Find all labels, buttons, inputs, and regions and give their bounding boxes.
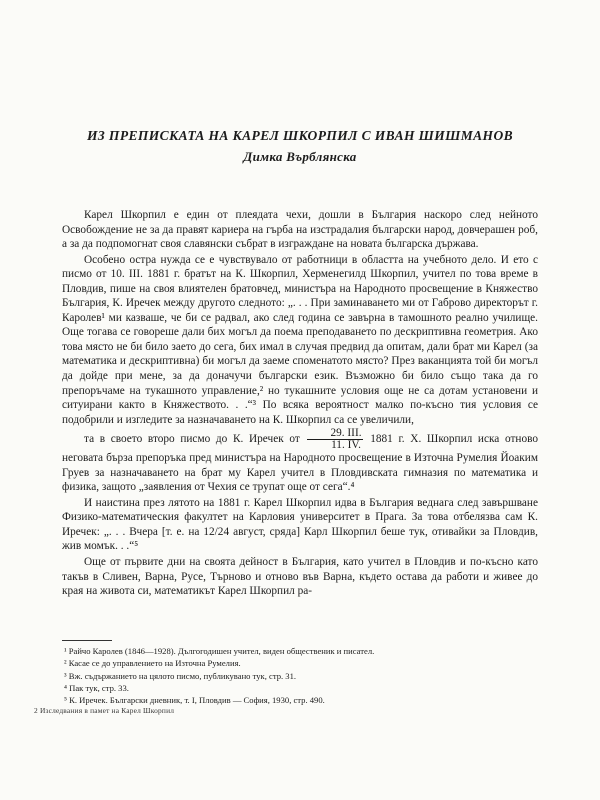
footnote-divider <box>62 640 112 641</box>
footnotes <box>62 645 538 706</box>
paragraph: Карел Шкорпил е един от плеядата чехи, дошли в България наскоро след нейното Освобождение не за да правят кариера на гърба на изстрадалия български народ, довчерашен роб, а за да подпомогнат своя славянски събрат в изграждане на новата българска държава. <box>62 209 538 251</box>
fraction-denominator: 11. IV. <box>331 439 361 452</box>
paragraph <box>62 428 538 495</box>
paragraph: Особено остра нужда се е чувствувало от работници в областта на учебното дело. И ето с писмо от 10. III. 1881 г. братът на К. Шкорпил, Херменегилд Шкорпил, учител по това време в Пловдив, пише на своя влиятелен братовчед, министъра на Народното просвещение в Княжество България, К. Иречек между другото следното: „. . . При заминаването ми от Габрово директорът г. Каролев¹ ми казваше, че би се радвал, ако след година се завърна в тамошното реално училище. Още тогава се говореше дали бих могъл да поема преподаването по дескриптивна геометрия. Ако това място не би било заето до сега, бих имал в случая предвид да опитам, дали брат ми Карел (за математика и дескриптивна) би могъл да заеме споменатото място? През ваканцията той би могъл да дойде при мене, за да доначучи български език. Възможно би било също така да го препоръчаме на тукашното управление,² но тукашните условия още не са дотам установени и ситуирани както в Княжеството. . .“³ По всяка вероятност малко по-късно тия условия се подобрили и изгледите за назначаването на К. Шкорпил са се увеличили, <box>62 253 538 426</box>
footnote: ⁵ К. Иречек. Български дневник, т. I, Пловдив — София, 1930, стр. 490. <box>64 695 325 706</box>
paragraph: И наистина през лятото на 1881 г. Карел Шкорпил идва в България веднага след завършване Физико-математическия факултет на Карловия университет в Прага. За това отбелязва сам К. Иречек: „. . . Вчера [т. е. на 12/24 август, сряда] Карл Шкорпил беше тук, отивайки за Пловдив, жив момък. . .“⁵ <box>62 496 538 553</box>
paragraph-text: 1881 г. Х. Шкорпил иска отново неговата бърза препоръка пред министъра на Народното просвещение в Източна Румелия Йоаким Груев за назначаването на брат му Карел учител в Пловдивската гимназия по математика и физика, защото „заявления от Чехия се трупат още от сега“.⁴ <box>62 433 539 494</box>
footnote: ² Касае се до управлението на Източна Румелия. <box>64 658 241 669</box>
paragraph-text: та в своето второ писмо до К. Иречек от <box>84 433 300 446</box>
article-title: ИЗ ПРЕПИСКАТА НА КАРЕЛ ШКОРПИЛ С ИВАН ШИШМАНОВ <box>86 128 514 143</box>
footnote: ¹ Райчо Каролев (1846—1928). Дългогодишен учител, виден общественик и писател. <box>64 646 375 656</box>
date-fraction <box>307 428 362 451</box>
page-footer: 2 Изследвания в памет на Карел Шкорпил <box>34 706 175 715</box>
article-body <box>62 208 538 599</box>
footnote: ⁴ Пак тук, стр. 33. <box>64 682 129 693</box>
fraction-numerator: 29. III. <box>307 428 362 440</box>
paragraph: Още от първите дни на своята дейност в България, като учител в Пловдив и по-късно като такъв в Сливен, Варна, Русе, Търново и отново във Варна, където остава да работи и живее до края на живота си, математикът Карел Шкорпил ра- <box>62 556 538 598</box>
footnote: ³ Вж. съдържанието на цялото писмо, публикувано тук, стр. 31. <box>64 670 297 681</box>
article-author: Димка Върблянска <box>243 149 357 164</box>
